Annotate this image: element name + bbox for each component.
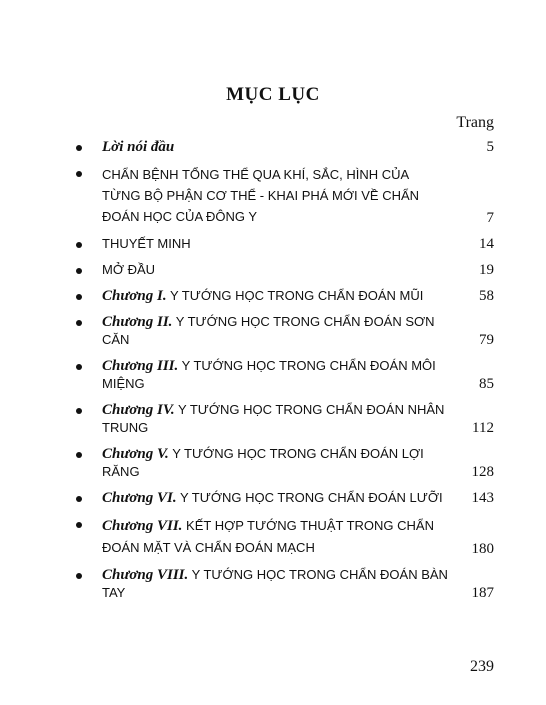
page-column-header: Trang [456, 114, 494, 131]
toc-entry-title: KẾT HỢP TƯỚNG THUẬT TRONG CHẨN ĐOÁN MẶT VÀ CHẨN ĐOÁN MẠCH [102, 518, 434, 555]
bullet-icon [76, 294, 82, 300]
toc-entry-text: MỞ ĐẦU [102, 262, 156, 277]
toc-entry-page: 19 [479, 262, 494, 278]
toc-entry[interactable] [76, 287, 494, 305]
bullet-icon [76, 452, 82, 458]
toc-entry-chapter: Lời nói đầu [102, 139, 175, 155]
toc-entry-chapter: Chương II. [102, 314, 173, 330]
toc-entry[interactable] [76, 445, 494, 481]
toc-entry-page: 128 [471, 464, 494, 480]
toc-entry[interactable] [76, 515, 494, 558]
toc-entry-text: THUYẾT MINH [102, 236, 191, 251]
bullet-icon [76, 320, 82, 326]
bullet-icon [76, 171, 82, 177]
toc-entry[interactable] [76, 566, 494, 602]
toc-entry-chapter: Chương VIII. [102, 567, 189, 583]
toc-entry-title: Y TƯỚNG HỌC TRONG CHẨN ĐOÁN LƯỠI [179, 490, 443, 505]
toc-entry-title: Y TƯỚNG HỌC TRONG CHẨN ĐOÁN BÀN TAY [102, 567, 448, 600]
toc-entry-page: 58 [479, 288, 494, 304]
page-number: 239 [470, 658, 494, 675]
toc-entry-title: Y TƯỚNG HỌC TRONG CHẨN ĐOÁN MŨI [169, 288, 424, 303]
toc-entry-chapter: Chương I. [102, 288, 167, 304]
toc-entry-text [102, 566, 450, 602]
toc-entry-text [102, 287, 450, 305]
toc-entry-page: 85 [479, 376, 494, 392]
toc-entry-text [102, 313, 450, 349]
bullet-icon [76, 408, 82, 414]
table-of-contents [76, 138, 494, 610]
bullet-icon [76, 364, 82, 370]
bullet-icon [76, 242, 82, 248]
toc-entry-page: 180 [471, 541, 494, 557]
toc-entry-chapter: Chương V. [102, 446, 169, 462]
toc-entry-page: 143 [471, 490, 494, 506]
toc-entry-title: Y TƯỚNG HỌC TRONG CHẨN ĐOÁN SƠN CĂN [102, 314, 435, 347]
toc-entry-text [102, 401, 450, 437]
toc-entry-page: 14 [479, 236, 494, 252]
toc-entry[interactable] [76, 138, 494, 156]
toc-entry-chapter: Chương III. [102, 358, 179, 374]
toc-entry[interactable] [76, 261, 494, 279]
toc-entry[interactable] [76, 401, 494, 437]
toc-entry-chapter: Chương IV. [102, 402, 175, 418]
toc-entry-text: CHẨN BỆNH TỔNG THỂ QUA KHÍ, SẮC, HÌNH CỦA TỪNG BỘ PHẬN CƠ THỂ - KHAI PHÁ MỚI VỀ CHẨN ĐOÁN HỌC CỦA ĐÔNG Y [102, 167, 420, 224]
toc-entry-text [102, 357, 450, 393]
toc-entry-text [102, 445, 450, 481]
bullet-icon [76, 496, 82, 502]
toc-entry-title: Y TƯỚNG HỌC TRONG CHẨN ĐOÁN LỢI RĂNG [102, 446, 424, 479]
toc-entry-page: 5 [486, 139, 494, 155]
toc-entry-chapter: Chương VI. [102, 490, 177, 506]
toc-entry[interactable] [76, 357, 494, 393]
toc-entry-title: Y TƯỚNG HỌC TRONG CHẨN ĐOÁN NHÂN TRUNG [102, 402, 445, 435]
toc-entry-page: 7 [486, 210, 494, 226]
toc-entry-page: 79 [479, 332, 494, 348]
toc-entry-text [102, 515, 450, 558]
bullet-icon [76, 268, 82, 274]
toc-entry[interactable] [76, 164, 494, 227]
toc-entry-chapter: Chương VII. [102, 518, 183, 534]
toc-entry-title: Y TƯỚNG HỌC TRONG CHẨN ĐOÁN MÔI MIỆNG [102, 358, 436, 391]
toc-entry[interactable] [76, 489, 494, 507]
toc-entry-page: 187 [471, 585, 494, 601]
toc-entry-page: 112 [472, 420, 494, 436]
bullet-icon [76, 522, 82, 528]
page-title: MỤC LỤC [226, 84, 320, 105]
toc-entry[interactable] [76, 313, 494, 349]
toc-entry[interactable] [76, 235, 494, 253]
bullet-icon [76, 573, 82, 579]
toc-entry-text [102, 138, 450, 156]
toc-entry-text [102, 489, 450, 507]
bullet-icon [76, 145, 82, 151]
